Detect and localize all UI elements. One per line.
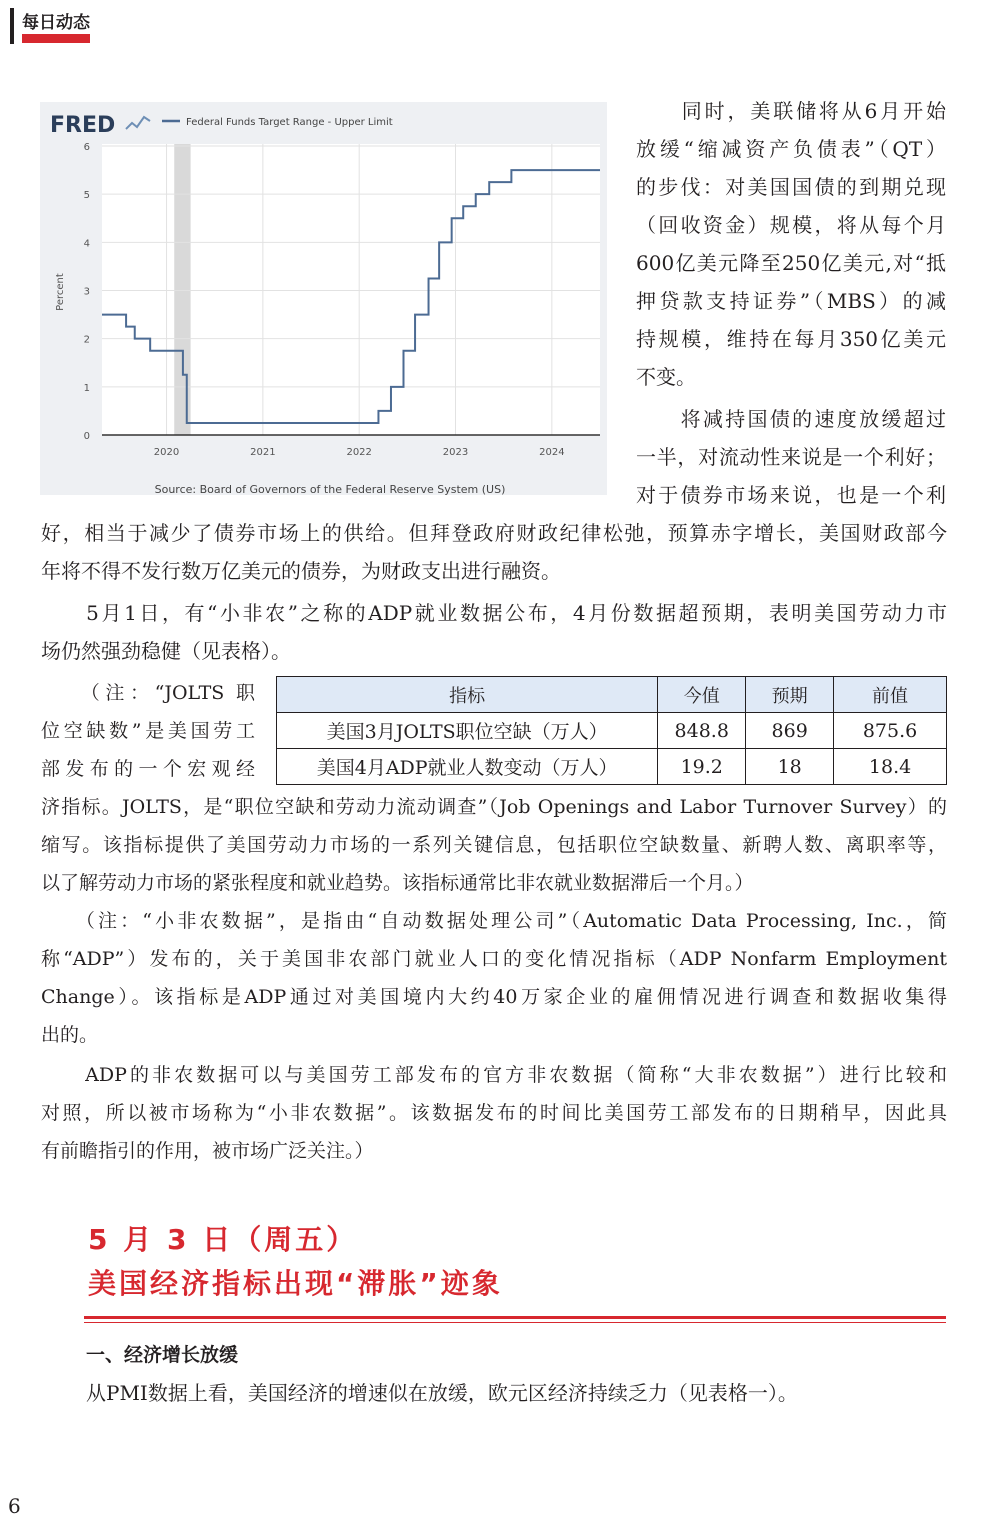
section-paragraph: 从PMI数据上看，美国经济的增速似在放缓，欧元区经济持续乏力（见表格一）。 xyxy=(86,1381,798,1405)
text-line: 对于债券市场来说，也是一个利 xyxy=(636,483,946,507)
section-divider-thin xyxy=(84,1322,946,1323)
header-section-title: 每日动态 xyxy=(22,13,90,33)
section-date-title: 5 月 3 日（周五） xyxy=(88,1223,358,1256)
chart-source: Source: Board of Governors of the Federal Reserve System (US) xyxy=(154,483,506,495)
y-tick-label: 1 xyxy=(83,382,90,394)
body-paragraph-2 xyxy=(41,594,947,670)
y-tick-label: 2 xyxy=(83,334,90,346)
table-cell: 美国4月ADP就业人数变动（万人） xyxy=(277,749,658,785)
body-paragraph-1 xyxy=(41,514,947,590)
table-row xyxy=(277,749,947,785)
text-line: 以了解劳动力市场的紧张程度和就业趋势。该指标通常比非农就业数据滞后一个月。） xyxy=(41,872,754,894)
page-number: 6 xyxy=(8,1494,21,1518)
recession-band xyxy=(174,144,190,435)
text-line: 部发布的一个宏观经 xyxy=(41,758,255,780)
note2-paragraph xyxy=(41,902,947,1054)
text-line: 放缓“缩减资产负债表”（QT） xyxy=(636,137,946,161)
y-tick-label: 0 xyxy=(83,431,90,442)
table-cell: 848.8 xyxy=(658,713,746,749)
fred-logo: FRED xyxy=(50,113,116,138)
text-line: 好，相当于减少了债券市场上的供给。但拜登政府财政纪律松弛，预算赤字增长，美国财政部今 xyxy=(41,521,947,545)
y-axis-label: Percent xyxy=(55,273,66,311)
header-bar xyxy=(10,8,14,44)
table-cell: 869 xyxy=(746,713,834,749)
text-line: 不变。 xyxy=(636,365,696,389)
table-header-cell: 指标 xyxy=(277,677,658,713)
note1-side xyxy=(41,674,255,788)
section-main-title: 美国经济指标出现“滞胀”迹象 xyxy=(88,1267,503,1300)
section-divider xyxy=(84,1316,946,1319)
x-tick-label: 2021 xyxy=(250,447,276,458)
text-line: （回收资金）规模，将从每个月 xyxy=(636,213,946,237)
x-tick-label: 2023 xyxy=(442,447,469,458)
text-line: 场仍然强劲稳健（见表格）。 xyxy=(41,639,291,663)
table-header-cell: 预期 xyxy=(746,677,834,713)
y-tick-label: 3 xyxy=(83,286,90,298)
note3-paragraph xyxy=(41,1056,947,1170)
table-cell: 875.6 xyxy=(834,713,947,749)
table-header-cell: 前值 xyxy=(834,677,947,713)
text-line: ADP的非农数据可以与美国劳工部发布的官方非农数据（简称“大非农数据”）进行比较和 xyxy=(41,1064,947,1086)
text-line: 押贷款支持证券”（MBS）的减 xyxy=(636,289,946,313)
text-line: 将减持国债的速度放缓超过 xyxy=(636,407,946,431)
fred-logo-mark-icon xyxy=(126,117,150,129)
text-line: 持规模，维持在每月350亿美元 xyxy=(636,327,946,351)
x-tick-label: 2022 xyxy=(346,447,372,458)
header-red-bar xyxy=(22,34,90,43)
x-tick-label: 2020 xyxy=(153,447,180,458)
text-line: 称“ADP”）发布的，关于美国非农部门就业人口的变化情况指标（ADP Nonfarm Employment xyxy=(41,948,947,970)
text-line: （注：“小非农数据”，是指由“自动数据处理公司”（Automatic Data Processing, Inc.，简 xyxy=(41,910,947,932)
fred-chart-svg xyxy=(40,102,607,495)
note1-full xyxy=(41,788,947,902)
jolts-adp-table xyxy=(276,676,947,785)
right-paragraph-1 xyxy=(636,92,946,396)
text-line: 对照，所以被市场称为“小非农数据”。该数据发布的时间比美国劳工部发布的日期稍早，因此具 xyxy=(41,1102,947,1124)
section-subheading: 一、经济增长放缓 xyxy=(86,1344,239,1366)
table-header-cell: 今值 xyxy=(658,677,746,713)
table-row xyxy=(277,713,947,749)
table-cell: 美国3月JOLTS职位空缺（万人） xyxy=(277,713,658,749)
text-line: 位空缺数”是美国劳工 xyxy=(41,720,255,742)
x-tick-label: 2024 xyxy=(539,447,565,458)
text-line: 出的。 xyxy=(41,1024,99,1046)
fred-chart xyxy=(40,102,607,495)
y-tick-label: 5 xyxy=(83,190,90,202)
text-line: 5月1日，有“小非农”之称的ADP就业数据公布，4月份数据超预期，表明美国劳动力市 xyxy=(41,601,947,625)
text-line: 的步伐：对美国国债的到期兑现 xyxy=(636,175,946,199)
text-line: 一半，对流动性来说是一个利好； xyxy=(636,445,946,469)
y-tick-label: 4 xyxy=(83,238,90,250)
text-line: （注：“JOLTS 职 xyxy=(41,682,255,704)
table-cell: 18 xyxy=(746,749,834,785)
y-tick-label: 6 xyxy=(83,142,90,153)
text-line: 年将不得不发行数万亿美元的债券，为财政支出进行融资。 xyxy=(41,559,561,583)
legend-label: Federal Funds Target Range - Upper Limit xyxy=(186,117,393,128)
table-cell: 18.4 xyxy=(834,749,947,785)
table-cell: 19.2 xyxy=(658,749,746,785)
table-header-row xyxy=(277,677,947,713)
text-line: 缩写。该指标提供了美国劳动力市场的一系列关键信息，包括职位空缺数量、新聘人数、离职率等， xyxy=(41,834,947,856)
text-line: 有前瞻指引的作用，被市场广泛关注。） xyxy=(41,1140,374,1162)
right-paragraph-2 xyxy=(636,400,946,514)
text-line: Change）。该指标是ADP通过对美国境内大约40万家企业的雇佣情况进行调查和数据收集得 xyxy=(41,986,947,1008)
text-line: 600亿美元降至250亿美元,对“抵 xyxy=(636,251,946,275)
text-line: 济指标。JOLTS，是“职位空缺和劳动力流动调查”（Job Openings and Labor Turnover Survey）的 xyxy=(41,796,947,818)
text-line: 同时，美联储将从6月开始 xyxy=(636,99,946,123)
